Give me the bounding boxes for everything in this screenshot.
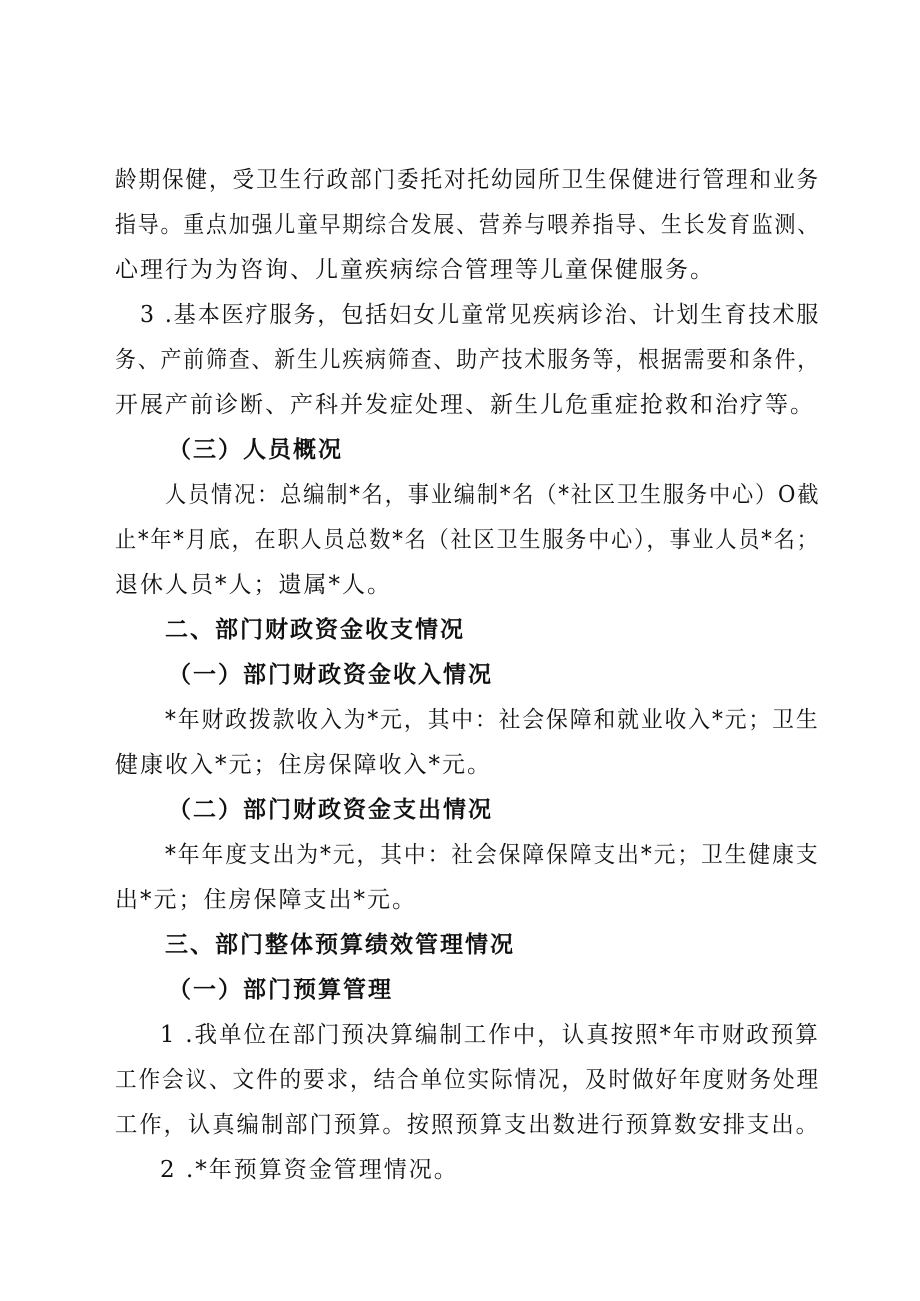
section-heading: （一）部门预算管理 — [168, 977, 393, 1003]
paragraph-line: 健康收入*元；住房保障收入*元。 — [115, 752, 492, 778]
paragraph-line: 指导。重点加强儿童早期综合发展、营养与喂养指导、生长发育监测、 — [115, 212, 821, 238]
paragraph-line: 2 .*年预算资金管理情况。 — [160, 1157, 459, 1183]
paragraph-line: 止*年*月底，在职人员总数*名（社区卫生服务中心），事业人员*名； — [115, 527, 820, 553]
paragraph-line: 工作，认真编制部门预算。按照预算支出数进行预算数安排支出。 — [115, 1112, 820, 1138]
paragraph-line: 出*元；住房保障支出*元。 — [115, 887, 417, 913]
paragraph-line: 1 .我单位在部门预决算编制工作中，认真按照*年市财政预算 — [160, 1022, 820, 1048]
section-heading: （二）部门财政资金支出情况 — [168, 797, 493, 823]
chapter-heading: 三、部门整体预算绩效管理情况 — [165, 932, 515, 958]
paragraph-line: 心理行为为咨询、儿童疾病综合管理等儿童保健服务。 — [115, 257, 715, 283]
paragraph-line: 开展产前诊断、产科并发症处理、新生儿危重症抢救和治疗等。 — [115, 392, 815, 418]
section-heading: （一）部门财政资金收入情况 — [168, 662, 493, 688]
paragraph-line: 务、产前筛查、新生儿疾病筛查、助产技术服务等，根据需要和条件， — [115, 347, 821, 373]
paragraph-line: 人员情况：总编制*名，事业编制*名（*社区卫生服务中心）O截 — [165, 482, 821, 508]
paragraph-line: *年年度支出为*元，其中：社会保障保障支出*元；卫生健康支 — [165, 842, 820, 868]
paragraph-line: 3 .基本医疗服务，包括妇女儿童常见疾病诊治、计划生育技术服 — [140, 302, 821, 328]
paragraph-line: 工作会议、文件的要求，结合单位实际情况，及时做好年度财务处理 — [115, 1067, 820, 1093]
paragraph-line: *年财政拨款收入为*元，其中：社会保障和就业收入*元；卫生 — [165, 707, 820, 733]
chapter-heading: 二、部门财政资金收支情况 — [165, 617, 465, 643]
paragraph-line: 龄期保健，受卫生行政部门委托对托幼园所卫生保健进行管理和业务 — [115, 167, 820, 193]
section-heading: （三）人员概况 — [168, 437, 343, 463]
paragraph-line: 退休人员*人；遗属*人。 — [115, 572, 392, 598]
